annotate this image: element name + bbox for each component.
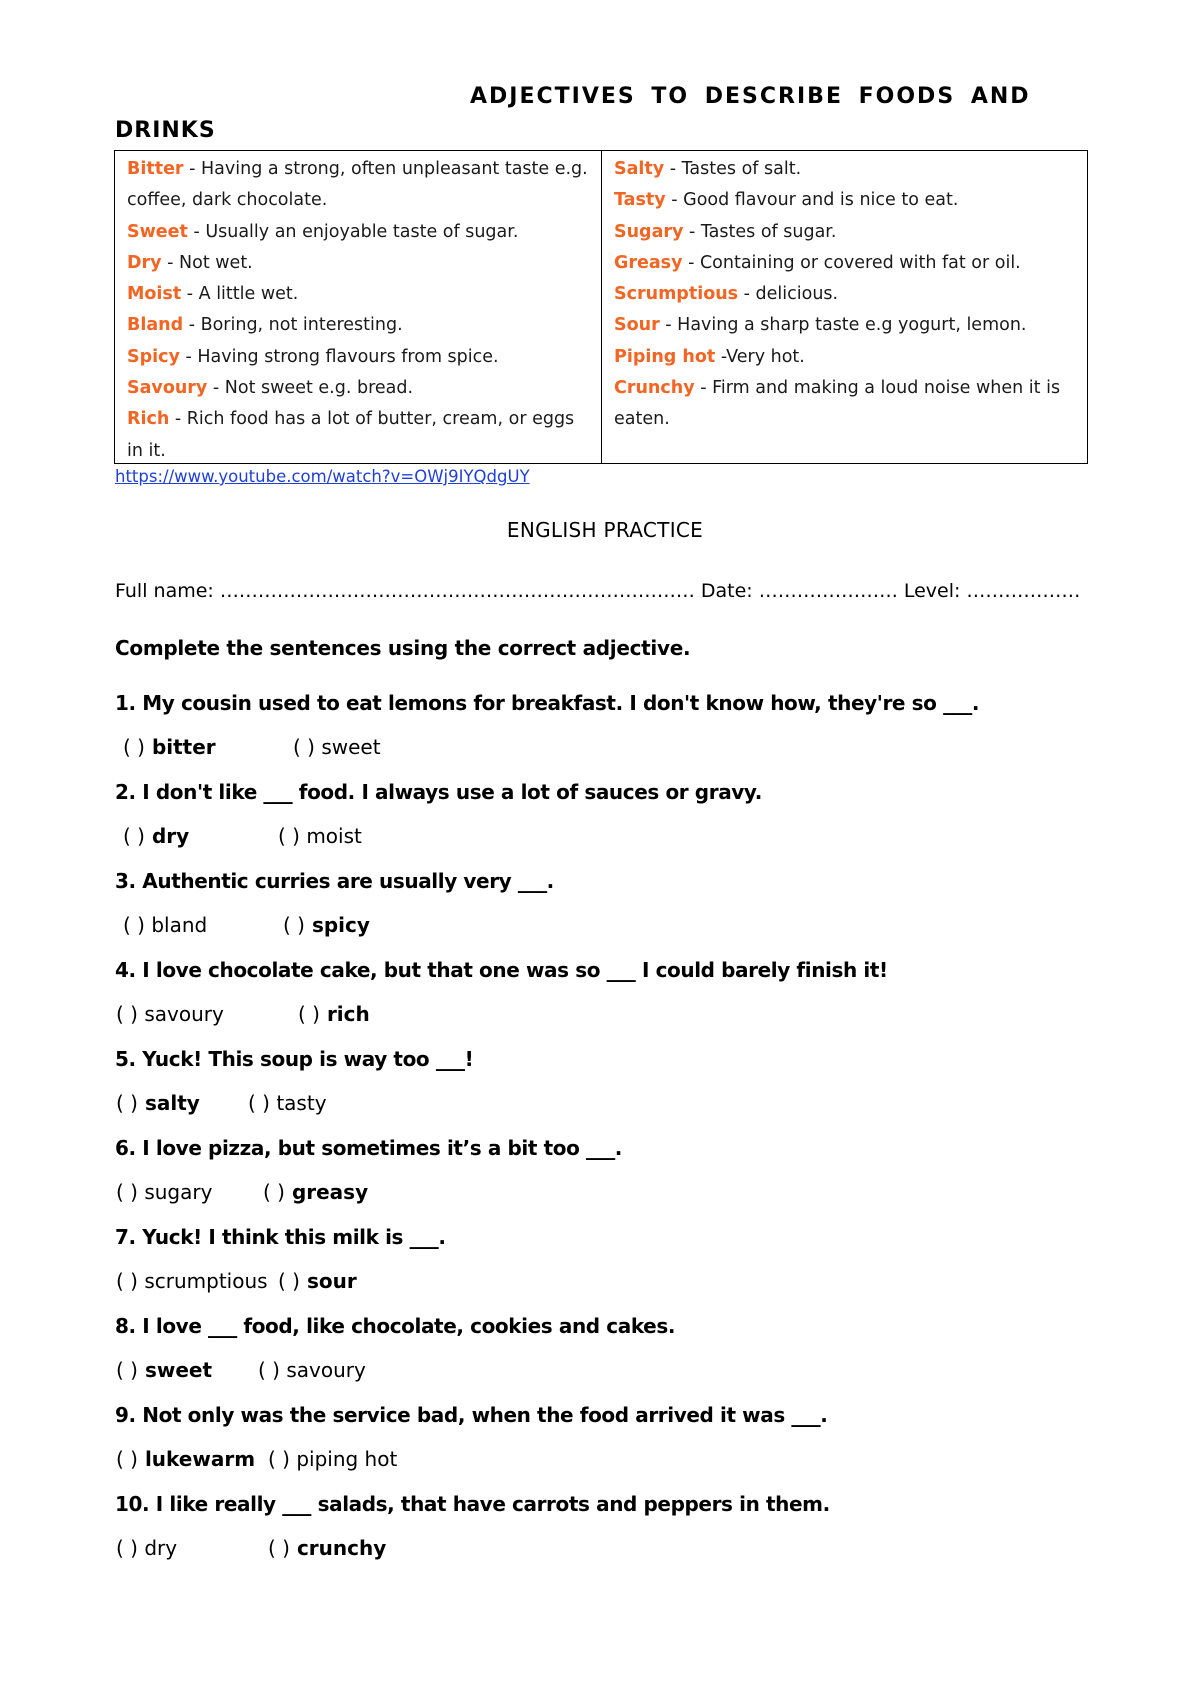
vocabulary-entry xyxy=(127,279,591,310)
answer-option[interactable] xyxy=(116,1081,200,1126)
vocabulary-definition: - Good flavour and is nice to eat. xyxy=(665,190,959,211)
answer-option[interactable] xyxy=(283,903,370,948)
vocabulary-term: Sour xyxy=(614,315,660,336)
question-text: 2. I don't like ___ food. I always use a lot of sauces or gravy. xyxy=(115,780,762,804)
vocabulary-definition: - A little wet. xyxy=(181,284,299,305)
vocabulary-definition: - Not sweet e.g. bread. xyxy=(207,378,414,399)
answer-option[interactable] xyxy=(116,1259,268,1304)
vocabulary-entry xyxy=(614,217,1077,248)
answer-option[interactable] xyxy=(116,1348,212,1393)
answer-option[interactable] xyxy=(116,1526,177,1571)
vocabulary-term: Salty xyxy=(614,159,665,179)
answer-option[interactable] xyxy=(123,814,189,859)
answer-option-label: tasty xyxy=(276,1091,327,1115)
vocabulary-definition: - Having a sharp taste e.g yogurt, lemon. xyxy=(659,315,1027,336)
vocabulary-definition: - Having a strong, often unpleasant taste e.g. coffee, dark chocolate. xyxy=(127,159,588,211)
answer-option[interactable] xyxy=(248,1081,327,1126)
document-title-line-2: DRINKS xyxy=(115,118,216,143)
vocabulary-entry xyxy=(614,248,1077,279)
answer-options xyxy=(115,1348,1115,1393)
answer-option[interactable] xyxy=(123,903,207,948)
vocabulary-term: Greasy xyxy=(614,252,683,273)
section-title: ENGLISH PRACTICE xyxy=(506,518,704,542)
answer-option-label: salty xyxy=(144,1091,200,1115)
question-text: 7. Yuck! I think this milk is ___. xyxy=(115,1225,446,1249)
vocabulary-definition: - delicious. xyxy=(738,284,839,305)
vocabulary-term: Scrumptious xyxy=(614,284,739,305)
vocabulary-term: Savoury xyxy=(127,378,208,399)
vocabulary-column-right xyxy=(601,151,1087,463)
answer-checkbox[interactable]: ( ) xyxy=(123,824,145,848)
answer-checkbox[interactable]: ( ) xyxy=(268,1536,290,1560)
question-text: 6. I love pizza, but sometimes it’s a bit too ___. xyxy=(115,1136,623,1160)
answer-options xyxy=(115,814,1115,859)
vocabulary-term: Moist xyxy=(127,284,182,305)
document-title-line-1: ADJECTIVES TO DESCRIBE FOODS AND xyxy=(470,84,1031,109)
answer-option-label: savoury xyxy=(144,1002,224,1026)
vocabulary-entry xyxy=(127,248,591,279)
answer-options xyxy=(115,1081,1115,1126)
answer-checkbox[interactable]: ( ) xyxy=(293,735,315,759)
answer-checkbox[interactable]: ( ) xyxy=(116,1536,138,1560)
answer-checkbox[interactable]: ( ) xyxy=(283,913,305,937)
question-text: 4. I love chocolate cake, but that one was so ___ I could barely finish it! xyxy=(115,958,888,982)
answer-options xyxy=(115,1259,1115,1304)
vocabulary-entry xyxy=(127,373,591,404)
vocabulary-definition: - Tastes of sugar. xyxy=(683,221,837,242)
vocabulary-entry xyxy=(614,185,1077,216)
question-text: 5. Yuck! This soup is way too ___! xyxy=(115,1047,474,1071)
answer-option-label: spicy xyxy=(311,913,370,937)
answer-option[interactable] xyxy=(116,1170,212,1215)
vocabulary-entry xyxy=(127,404,591,467)
answer-options xyxy=(115,903,1115,948)
answer-checkbox[interactable]: ( ) xyxy=(258,1358,280,1382)
answer-options xyxy=(115,1170,1115,1215)
answer-option[interactable] xyxy=(298,992,370,1037)
vocabulary-definition: - Having strong flavours from spice. xyxy=(179,346,499,367)
vocabulary-entry xyxy=(614,342,1077,373)
vocabulary-term: Bland xyxy=(127,315,184,336)
exercise-list xyxy=(115,681,1115,1571)
answer-option[interactable] xyxy=(123,725,216,770)
vocabulary-term: Spicy xyxy=(127,346,180,367)
answer-option[interactable] xyxy=(268,1437,397,1482)
answer-option-label: dry xyxy=(151,824,190,848)
answer-option-label: savoury xyxy=(286,1358,366,1382)
question-text: 10. I like really ___ salads, that have carrots and peppers in them. xyxy=(115,1492,830,1516)
vocabulary-entry xyxy=(614,279,1077,310)
answer-checkbox[interactable]: ( ) xyxy=(248,1091,270,1115)
answer-option-label: crunchy xyxy=(296,1536,387,1560)
answer-checkbox[interactable]: ( ) xyxy=(116,1447,138,1471)
answer-checkbox[interactable]: ( ) xyxy=(116,1091,138,1115)
vocabulary-term: Tasty xyxy=(614,190,666,211)
answer-checkbox[interactable]: ( ) xyxy=(123,913,145,937)
answer-checkbox[interactable]: ( ) xyxy=(278,824,300,848)
answer-option[interactable] xyxy=(278,814,362,859)
answer-option-label: sweet xyxy=(321,735,381,759)
answer-checkbox[interactable]: ( ) xyxy=(268,1447,290,1471)
vocabulary-entry xyxy=(614,154,1077,185)
vocabulary-definition: - Not wet. xyxy=(161,252,253,273)
answer-checkbox[interactable]: ( ) xyxy=(263,1180,285,1204)
vocabulary-definition: - Boring, not interesting. xyxy=(183,315,403,336)
answer-option-label: sweet xyxy=(144,1358,213,1382)
answer-option[interactable] xyxy=(116,1437,255,1482)
vocabulary-definition: - Rich food has a lot of butter, cream, or eggs in it. xyxy=(127,409,575,461)
answer-options xyxy=(115,725,1115,770)
answer-options xyxy=(115,1526,1115,1571)
vocabulary-entry xyxy=(127,217,591,248)
answer-option-label: rich xyxy=(326,1002,370,1026)
answer-option[interactable] xyxy=(263,1170,368,1215)
video-link[interactable]: https://www.youtube.com/watch?v=OWj9IYQdgUY xyxy=(115,467,530,486)
question-text: 3. Authentic curries are usually very ___. xyxy=(115,869,554,893)
vocabulary-entry xyxy=(614,373,1077,436)
question-text: 8. I love ___ food, like chocolate, cookies and cakes. xyxy=(115,1314,676,1338)
answer-checkbox[interactable]: ( ) xyxy=(116,1180,138,1204)
answer-checkbox[interactable]: ( ) xyxy=(116,1269,138,1293)
vocabulary-term: Sugary xyxy=(614,221,684,242)
answer-option-label: lukewarm xyxy=(144,1447,256,1471)
vocabulary-definition: -Very hot. xyxy=(715,346,805,367)
answer-option-label: scrumptious xyxy=(144,1269,268,1293)
vocabulary-term: Piping hot xyxy=(614,346,716,367)
answer-option[interactable] xyxy=(293,725,381,770)
answer-option-label: dry xyxy=(144,1536,178,1560)
vocabulary-table xyxy=(114,150,1088,464)
student-info-line: Full name: ………………………………………………………………… Date: …………………. Level: ……………… xyxy=(115,580,1081,602)
vocabulary-term: Dry xyxy=(127,252,162,273)
answer-option[interactable] xyxy=(258,1348,366,1393)
answer-option[interactable] xyxy=(116,992,224,1037)
answer-checkbox[interactable]: ( ) xyxy=(298,1002,320,1026)
vocabulary-term: Crunchy xyxy=(614,378,695,399)
vocabulary-term: Rich xyxy=(127,409,170,430)
vocabulary-definition: - Firm and making a loud noise when it is eaten. xyxy=(614,378,1061,430)
answer-option[interactable] xyxy=(268,1526,386,1571)
answer-option-label: piping hot xyxy=(296,1447,398,1471)
answer-checkbox[interactable]: ( ) xyxy=(116,1002,138,1026)
answer-option-label: bland xyxy=(151,913,208,937)
question-text: 9. Not only was the service bad, when the food arrived it was ___. xyxy=(115,1403,828,1427)
answer-option-label: moist xyxy=(306,824,362,848)
answer-option-label: sour xyxy=(306,1269,357,1293)
exercise-instruction: Complete the sentences using the correct adjective. xyxy=(115,636,691,660)
vocabulary-entry xyxy=(614,310,1077,341)
vocabulary-term: Sweet xyxy=(127,221,188,242)
vocabulary-definition: - Tastes of salt. xyxy=(664,159,802,179)
answer-option-label: sugary xyxy=(144,1180,213,1204)
vocabulary-definition: - Usually an enjoyable taste of sugar. xyxy=(187,221,519,242)
vocabulary-entry xyxy=(127,342,591,373)
answer-checkbox[interactable]: ( ) xyxy=(123,735,145,759)
answer-option-label: greasy xyxy=(291,1180,369,1204)
vocabulary-column-left xyxy=(115,151,601,463)
vocabulary-definition: - Containing or covered with fat or oil. xyxy=(682,252,1021,273)
vocabulary-entry xyxy=(127,154,591,217)
answer-options xyxy=(115,992,1115,1037)
answer-checkbox[interactable]: ( ) xyxy=(116,1358,138,1382)
answer-option[interactable] xyxy=(278,1259,357,1304)
answer-checkbox[interactable]: ( ) xyxy=(278,1269,300,1293)
vocabulary-term: Bitter xyxy=(127,159,184,179)
vocabulary-entry xyxy=(127,310,591,341)
answer-option-label: bitter xyxy=(151,735,216,759)
question-text: 1. My cousin used to eat lemons for breakfast. I don't know how, they're so ___. xyxy=(115,691,980,715)
answer-options xyxy=(115,1437,1115,1482)
